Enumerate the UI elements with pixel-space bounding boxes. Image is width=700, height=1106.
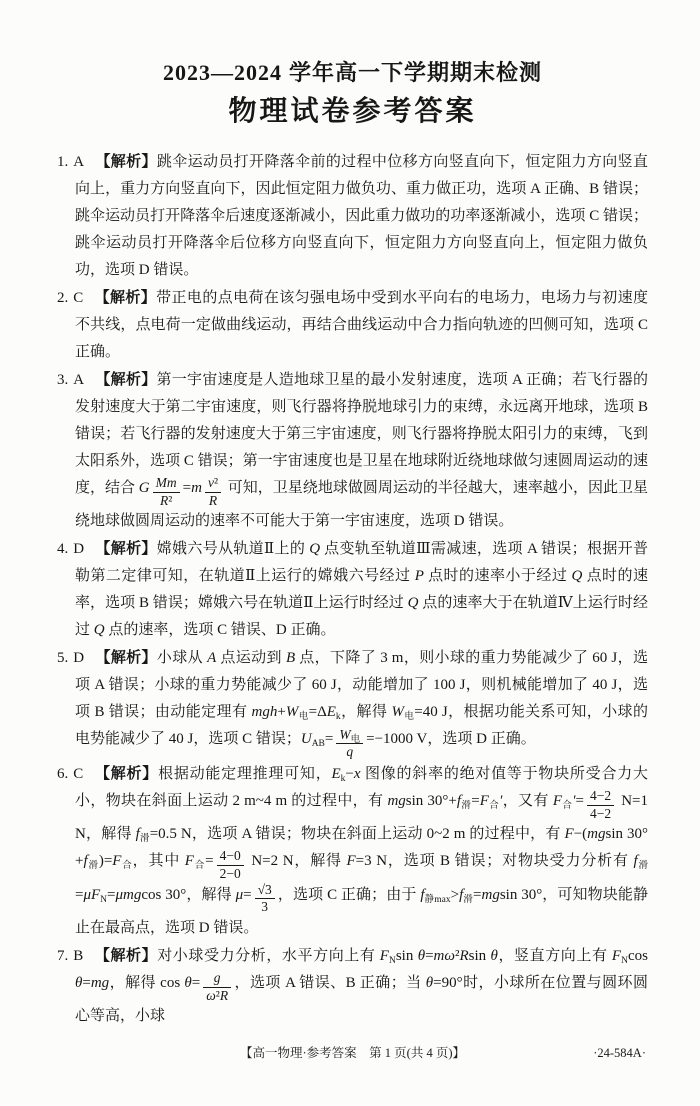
math-subscripted-variable: $f_{静max}$ [420,886,451,905]
math-variable: m [191,480,202,496]
answer-number: 2. [57,290,69,306]
math-variable: Q [407,595,419,612]
math-variable: R [219,987,229,1003]
answer-number: 7. [57,947,69,964]
math-variable: θ [490,947,498,964]
math-variable: Q [571,568,583,585]
analysis-label: 【解析】 [95,649,157,667]
page-title [57,58,648,148]
answer-number: 1. [57,154,69,170]
math-variable: θ [425,974,434,991]
title-year-range: 2023—2024 [162,60,282,85]
answer-letter: A [73,372,85,388]
math-subscripted-variable: $F_N$ [91,886,108,905]
footer-paper-code: ·24-584A· [593,1046,646,1061]
math-variable: θ [184,974,192,991]
math-variable: θ [75,974,83,991]
answer-letter: D [73,541,85,558]
analysis-text: 根据动能定理推理可知，$E_k-x$ 图像的斜率的绝对值等于物块所受合力大小，物块在斜面上运动 2 m~4 m 的过程中，有 mgsin $30^\circ+f_滑=F_合'$，又有 $F_合'=$ $\frac{4-2}{4-2}$ N=1 N，解得 $f_滑=0.5$ N，选项 A 错误；物块在斜面上运动 0~2 m 的过程中，有 F−(mgsin $30^\circ+f_滑)=F_合$，其中 $F_合=$ $\frac{4-0}{2-0}$ N=2 N，解得 F=3 N，选项 B 错误；对物块受力分析有 $f_滑=\mu F_N=\mu mgcos$ 30°，解得 μ= $\frac{√3}{3}$ ，选项 C 正确；由于 $f_{静max}>f_滑=mgsin$ 30°，可知物块能静止在最高点，选项 D 错误。 [75,765,648,936]
math-subscripted-variable: $f_滑$ [459,886,474,905]
math-subscripted-variable: $F_合$ [552,792,573,811]
answer-letter: C [73,765,84,782]
analysis-label: 【解析】 [95,371,157,388]
math-variable: G [138,480,150,496]
math-variable: μ [83,886,91,903]
answer-letter: D [73,650,85,667]
answer-item-5 [57,644,648,759]
math-variable: x [353,765,361,782]
math-subscripted-variable: $F_合$ [479,792,500,811]
page-footer [57,1030,648,1062]
math-subscripted-variable: $f_滑$ [83,853,99,872]
math-variable: F [346,853,356,870]
analysis-text: 对小球受力分析，水平方向上有 $F_N\sin$ θ=mω²Rsin θ，竖直方向上有 $F_N\cos$ θ=mg，解得 cos θ= $\frac{g}{\text{ω²R}}$ ，选项 A 错误、B 正确；当 θ=90°时，小球所在位置与圆环圆心等高，小球 [75,947,648,1025]
math-variable: R [459,947,469,964]
answer-item-4 [57,535,648,644]
math-subscripted-variable: $F_N$ [379,947,396,966]
answer-letter: C [73,290,84,306]
math-fraction: $\frac{Mm}{\text{R²}}$ [153,476,180,508]
math-variable: mg [481,886,500,903]
math-variable: μ [235,886,244,903]
answer-number: 4. [57,541,69,558]
math-variable: mg [387,792,406,809]
math-subscripted-variable: $E_k$ [331,765,346,784]
math-subscripted-variable: $F_合$ [184,853,206,872]
analysis-text: 跳伞运动员打开降落伞前的过程中位移方向竖直向下，恒定阻力方向竖直向上，重力方向竖直向下，因此恒定阻力做负功、重力做正功，选项 A 正确、B 错误；跳伞运动员打开降落伞后速度逐渐减小，因此重力做功的功率逐渐减小，选项 C 错误；跳伞运动员打开降落伞后位移方向竖直向下，恒定阻力方向竖直向上，恒定阻力做负功，选项 D 错误。 [75,154,648,278]
analysis-label: 【解析】 [94,764,159,782]
math-variable: ′ [572,792,576,809]
answer-item-6 [57,760,648,942]
math-fraction [336,728,363,760]
math-variable: mg [587,826,606,843]
math-variable: ω [206,987,216,1003]
math-variable: mgh [251,704,278,721]
math-variable: v [207,475,214,491]
answer-letter: B [73,947,84,964]
analysis-text: 小球从 A 点运动到 B 点，下降了 3 m，则小球的重力势能减少了 60 J，选项 A 错误；小球的重力势能减少了 60 J，动能增加了 100 J，则机械能增加了 40 J，选项 B 错误；由动能定理有 $mgh+W_电=\Delta E_k$，解得 $W_电=40$ J，根据功能关系可知，小球的电势能减少了 40 J，选项 C 错误；$U_{AB}=$ $\frac{W_电}{q}$ =−1000 V，选项 D 正确。 [75,650,648,760]
math-variable: B [285,650,296,667]
analysis-label: 【解析】 [95,540,157,558]
analysis-text: 第一宇宙速度是人造地球卫星的最小发射速度，选项 A 正确；若飞行器的发射速度大于第二宇宙速度，则飞行器将挣脱地球引力的束缚，永远离开地球，选项 B 错误；若飞行器的发射速度大于第三宇宙速度，则飞行器将挣脱太阳引力的束缚，飞到太阳系外，选项 C 错误；第一宇宙速度也是卫星在地球附近绕地球做匀速圆周运动的速度，结合 G $\frac{Mm}{\text{R²}}$ =m $\frac{\text{v²}}{R}$ 可知，卫星绕地球做圆周运动的半径越大，速率越小，因此卫星绕地球做圆周运动的速率不可能大于第一宇宙速度，选项 D 错误。 [75,372,648,530]
math-fraction: $\frac{\text{v²}}{R}$ [205,476,221,508]
math-subscripted-variable: $f_滑$ [456,792,472,811]
math-variable: F [564,826,574,843]
footer-page-info: 【高一物理·参考答案 第 1 页(共 4 页)】 [240,1046,465,1061]
math-variable: A [207,650,217,667]
math-subscripted-variable: $W_电$ [391,704,415,723]
math-variable: R [208,492,218,508]
math-variable: mω [433,947,455,964]
title-term-text: 学年高一下学期期末检测 [281,60,543,85]
answer-list [57,148,648,1030]
answer-item-2 [57,284,648,366]
math-subscripted-variable: $U_{AB}$ [300,731,325,750]
math-fraction: $\frac{4-2}{4-2}$ [587,789,614,821]
analysis-label: 【解析】 [94,289,157,306]
math-variable: Q [93,622,105,639]
math-variable: R [159,492,169,508]
answer-item-1 [57,148,648,284]
math-variable: Mm [155,475,177,491]
math-variable: μmg [115,886,142,903]
math-fraction: $\frac{g}{\text{ω²R}}$ [203,971,231,1003]
math-subscripted-variable: $W_电$ [285,704,309,723]
answer-number: 5. [57,650,69,667]
analysis-text: 嫦娥六号从轨道Ⅱ上的 Q 点变轨至轨道Ⅲ需减速，选项 A 错误；根据开普勒第二定律可知，在轨道Ⅱ上运行的嫦娥六号经过 P 点时的速率小于经过 Q 点时的速率，选项 B 错误；嫦娥六号在轨道Ⅱ上运行时经过 Q 点的速率大于在轨道Ⅳ上运行时经过 Q 点的速率，选项 C 错误、D 正确。 [75,541,648,639]
answer-number: 3. [57,372,69,388]
math-variable: mg [90,974,110,991]
math-variable: P [414,568,424,585]
analysis-label: 【解析】 [95,153,157,170]
math-subscripted-variable: $F_N$ [611,947,628,966]
math-fraction: $\frac{√3}{3}$ [255,883,275,915]
title-line1 [57,58,648,88]
answer-letter: A [73,154,85,170]
analysis-text: 带正电的点电荷在该匀强电场中受到水平向右的电场力，电场力与初速度不共线，点电荷一定做曲线运动，再结合曲线运动中合力指向轨迹的凹侧可知，选项 C 正确。 [75,290,648,360]
math-subscripted-variable: $f_滑$ [135,826,150,845]
math-fraction: $\frac{4-0}{2-0}$ [217,849,244,881]
answer-item-7 [57,942,648,1030]
math-subscripted-variable: $E_k$ [326,704,341,723]
math-subscripted-variable: $F_合$ [112,853,133,872]
math-variable: q [346,744,354,760]
math-subscripted-variable: $W_电$ [339,726,361,745]
math-variable: g [213,970,221,986]
math-subscripted-variable: $f_滑$ [633,853,648,872]
math-variable: ′ [499,792,503,809]
analysis-label: 【解析】 [94,946,158,964]
math-variable: θ [417,947,426,964]
title-line2: 物理试卷参考答案 [228,95,477,126]
math-variable: Q [309,541,321,558]
answer-item-3 [57,366,648,535]
answer-number: 6. [57,765,69,782]
